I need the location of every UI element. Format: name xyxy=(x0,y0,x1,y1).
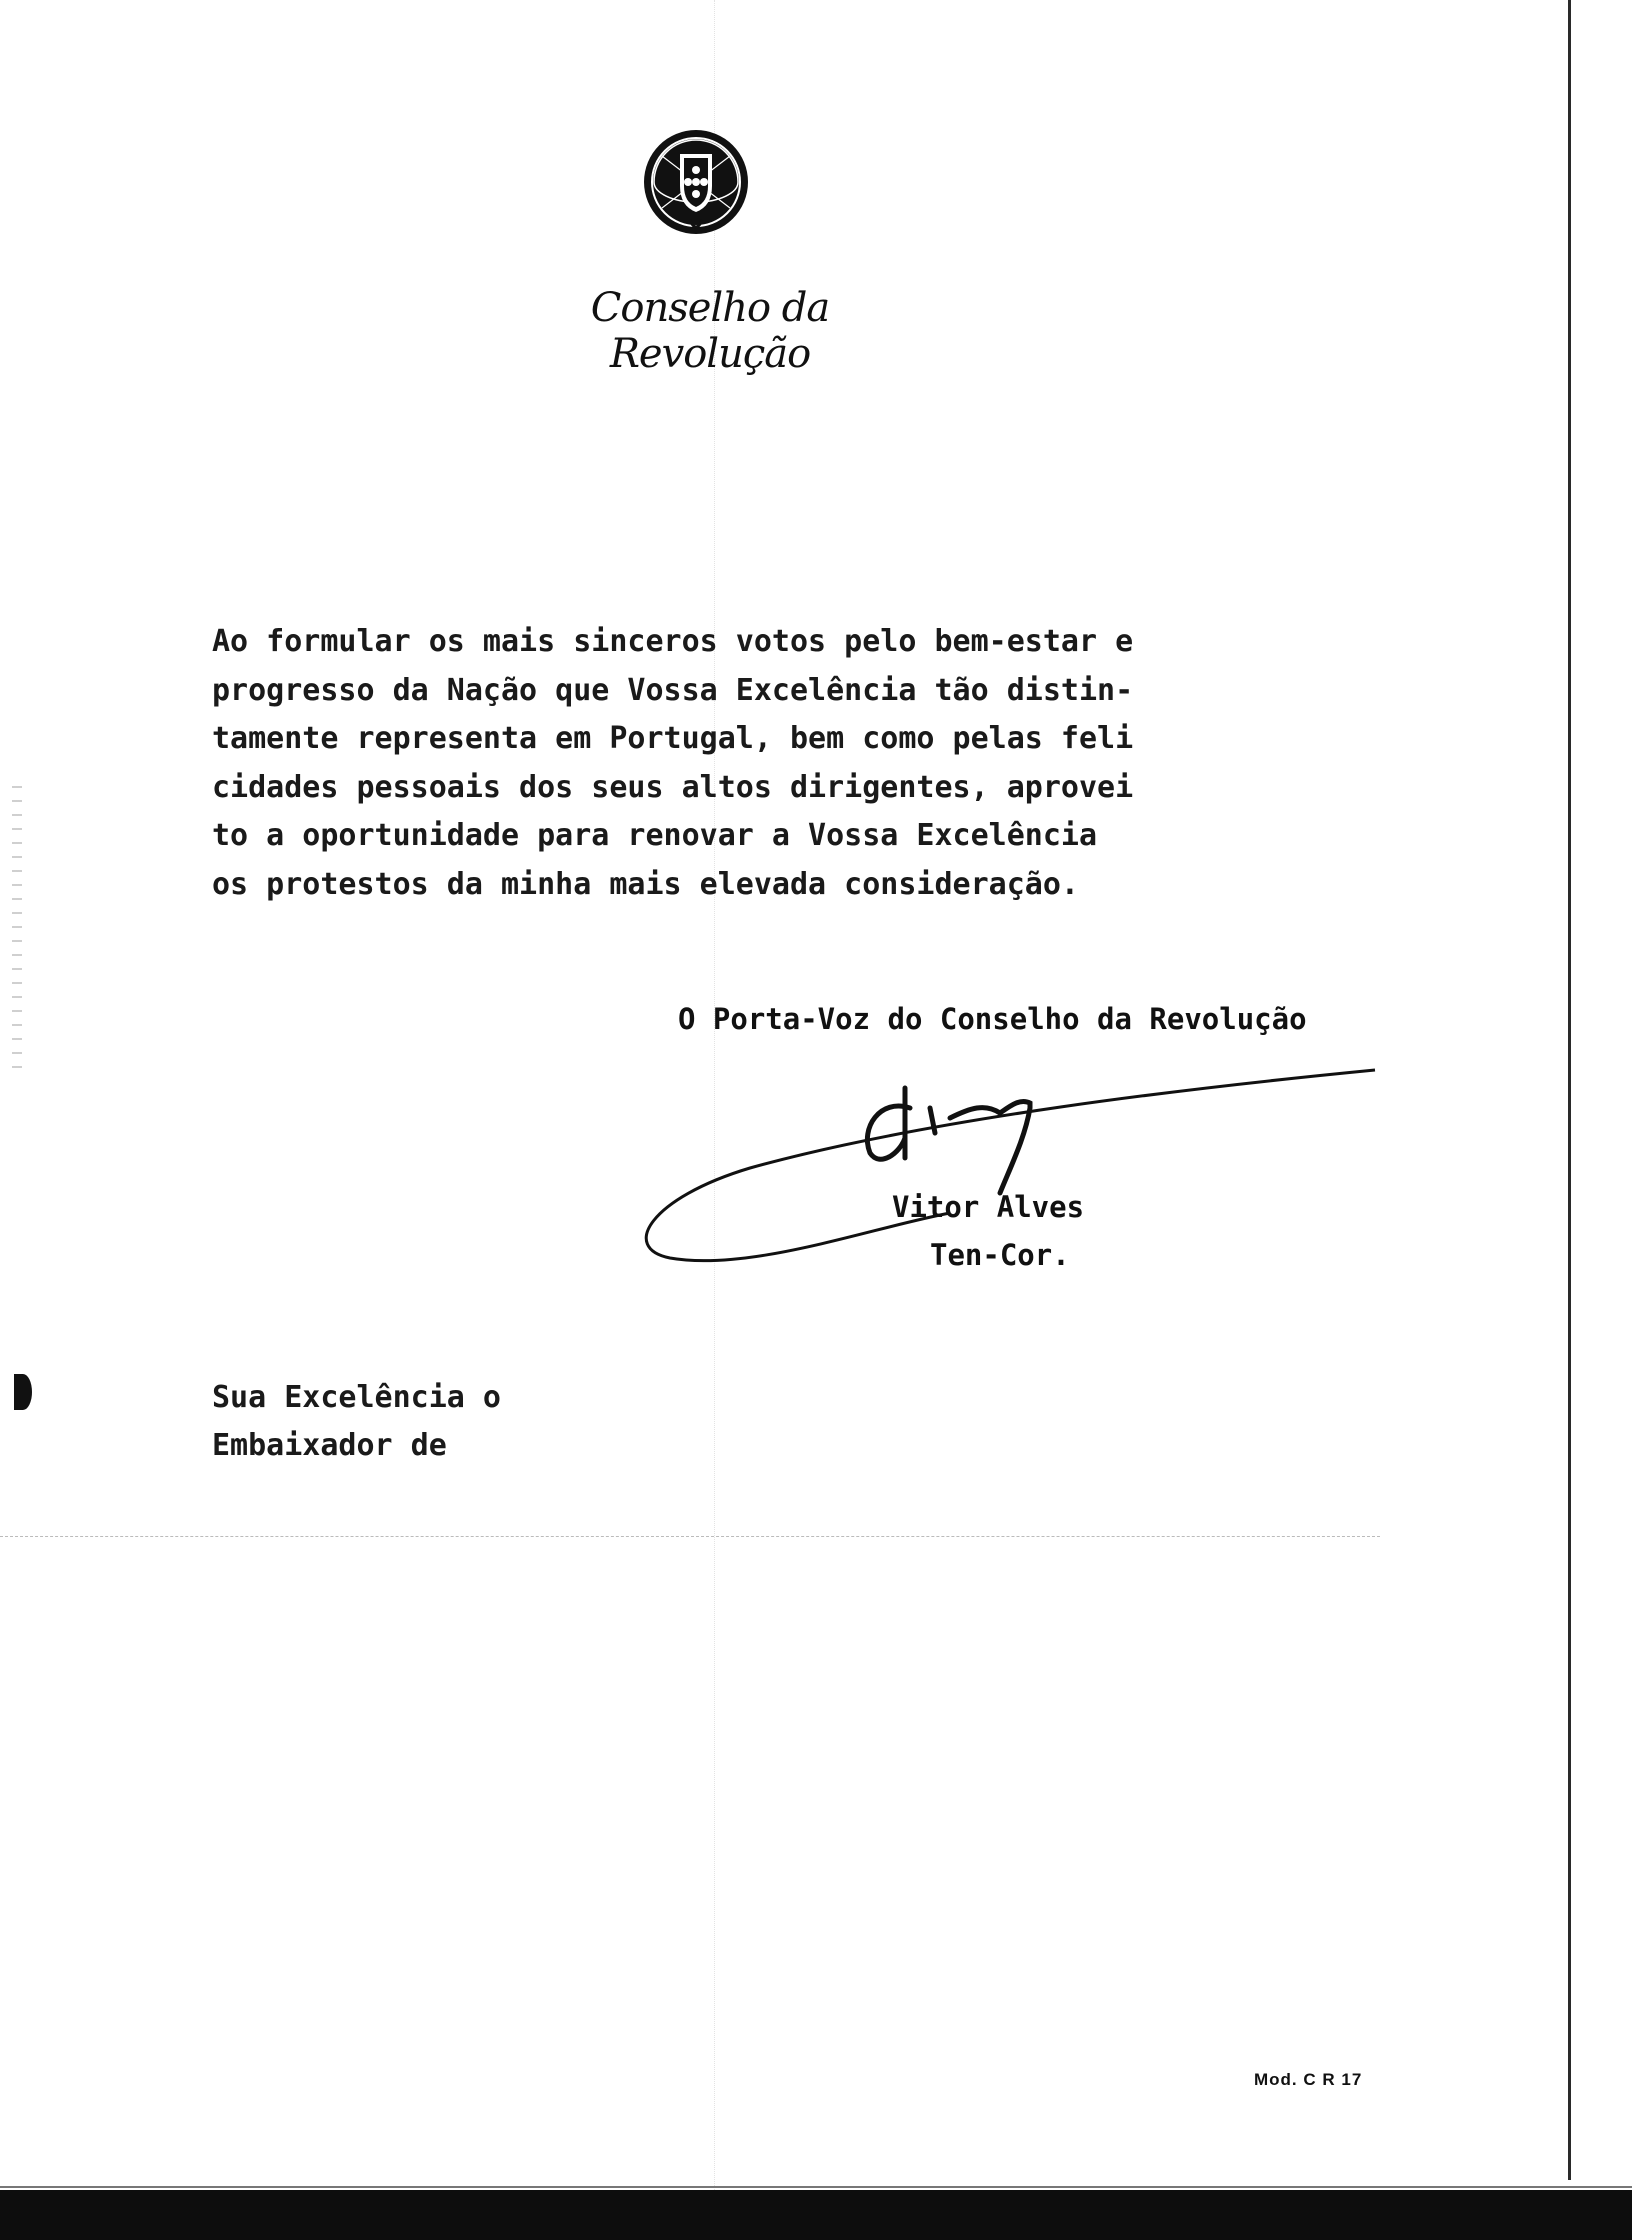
body-line: os protestos da minha mais elevada consideração. xyxy=(212,866,1079,902)
scan-right-edge xyxy=(1568,0,1571,2180)
signatory-name: Vitor Alves xyxy=(892,1190,1085,1224)
hole-punch-mark xyxy=(14,1374,32,1410)
spokesman-title: O Porta-Voz do Conselho da Revolução xyxy=(678,1002,1307,1036)
signatory-rank: Ten-Cor. xyxy=(930,1238,1070,1272)
addressee-block xyxy=(212,1374,501,1470)
addressee-line: Sua Excelência o xyxy=(212,1380,501,1415)
letter-body xyxy=(212,618,1242,909)
scan-bottom-line xyxy=(0,2186,1632,2188)
body-line: progresso da Nação que Vossa Excelência tão distin- xyxy=(212,672,1134,708)
body-line: tamente representa em Portugal, bem como pelas feli xyxy=(212,721,1134,756)
body-line: Ao formular os mais sinceros votos pelo bem-estar e xyxy=(212,624,1134,659)
addressee-line: Embaixador de xyxy=(212,1428,447,1463)
fold-crease-horizontal xyxy=(0,1536,1380,1537)
letterhead-title: Conselho da Revolução xyxy=(590,285,830,377)
scan-bottom-bar xyxy=(0,2190,1632,2240)
portuguese-coat-of-arms-icon xyxy=(640,120,752,256)
scan-left-specks xyxy=(12,780,22,1080)
form-code: Mod. C R 17 xyxy=(1254,2070,1363,2089)
body-line: cidades pessoais dos seus altos dirigentes, aprovei xyxy=(212,769,1134,805)
body-line: to a oportunidade para renovar a Vossa Excelência xyxy=(212,818,1098,853)
